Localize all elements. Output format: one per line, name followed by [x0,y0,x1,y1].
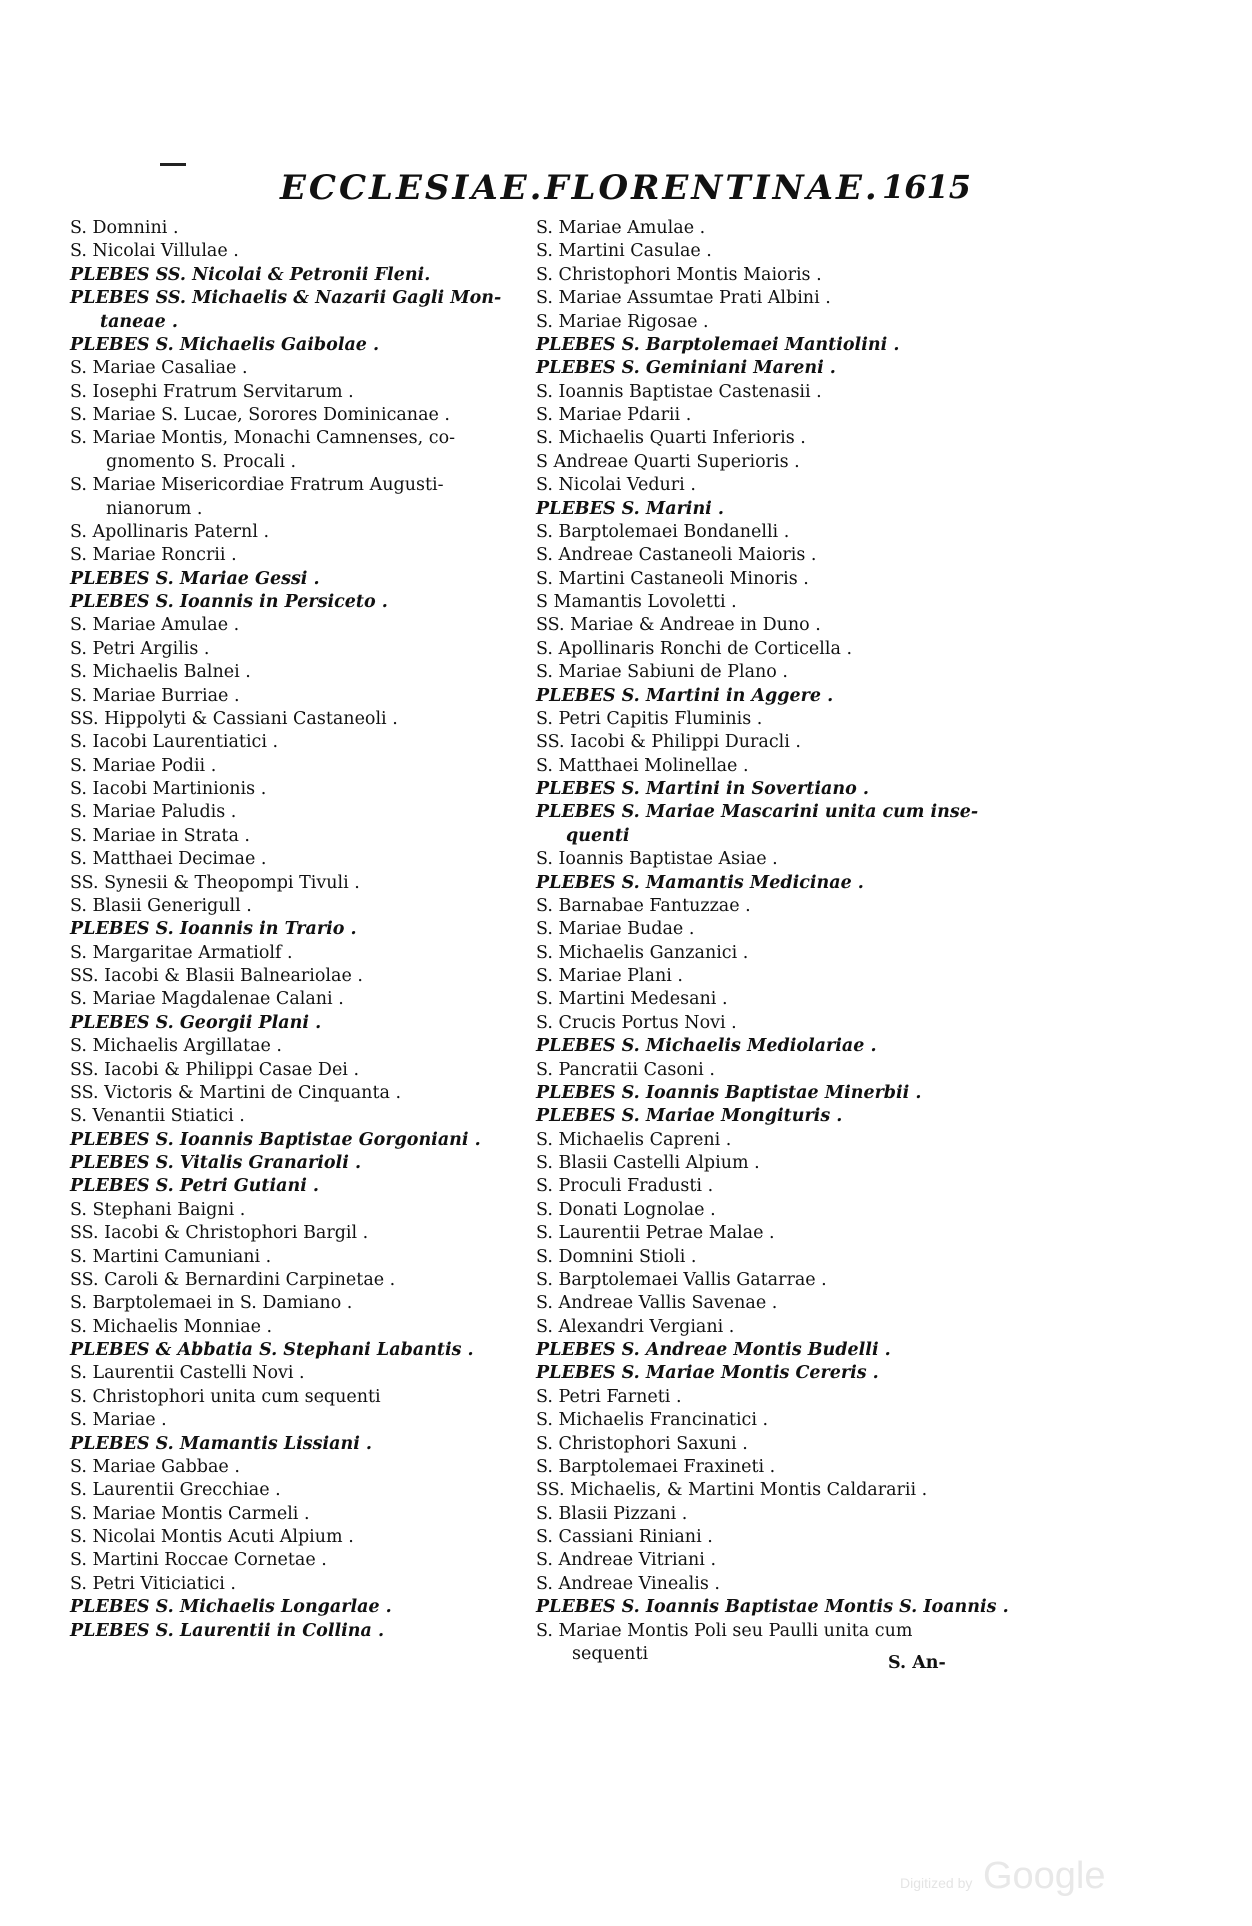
entry-line: S. Mariae Roncrii . [70,545,237,566]
entry-line: PLEBES S. Mariae Gessi . [70,568,320,589]
entry-line: PLEBES S. Martini in Sovertiano . [536,779,869,799]
entry-line: S. Mariae Amulae . [70,615,240,636]
entry-line: S. Mariae Burriae . [70,685,240,706]
entry-line: S. Iacobi Laurentiatici . [70,732,279,753]
entry-line: S. Barptolemaei in S. Damiano . [70,1293,353,1314]
watermark-prefix: Digitized by [900,1875,973,1891]
entry-line: PLEBES S. Michaelis Longarlae . [70,1597,392,1618]
entry-line: PLEBES S. Martini in Aggere . [536,685,834,706]
entry-line: PLEBES SS. Michaelis & Nazarii Gagli Mon- [70,288,502,309]
entry-line: S. Michaelis Monniae . [70,1316,273,1337]
entry-line: PLEBES S. Ioannis Baptistae Gorgoniani . [70,1129,481,1150]
entry-line: PLEBES S. Mamantis Lissiani . [70,1433,373,1454]
entry-line: PLEBES S. Ioannis Baptistae Minerbii . [536,1082,922,1103]
entry-line: S. Proculi Fradusti . [536,1176,714,1197]
entry-line: S. Michaelis Francinatici . [536,1410,769,1431]
entry-line: PLEBES S. Barptolemaei Mantiolini . [536,334,900,355]
entry-line: S. Michaelis Capreni . [536,1129,732,1150]
entry-line: S. Petri Capitis Fluminis . [536,708,763,729]
entry-line: SS. Synesii & Theopompi Tivuli . [70,872,360,893]
entry-line: S. Mariae Montis Poli seu Paulli unita cum [536,1620,913,1641]
entry-line: S. Martini Casulae . [536,241,712,262]
entry-line: S. Mariae Amulae . [536,218,706,238]
entry-line: S. Ioannis Baptistae Asiae . [536,849,778,870]
entry-line: S. Barnabae Fantuzzae . [536,895,751,916]
entry-line: S. Mariae Sabiuni de Plano . [536,662,788,683]
entry-line: S. Cassiani Riniani . [536,1527,713,1547]
entry-line: SS. Iacobi & Philippi Duracli . [536,732,801,753]
entry-line: S. Nicolai Veduri . [536,475,696,496]
entry-line: S. Crucis Portus Novi . [536,1012,737,1033]
entry-line: S. Mariae Montis Carmeli . [70,1503,310,1524]
entry-line: S. Michaelis Ganzanici . [536,942,749,963]
entry-line: S. Iacobi Martinionis . [70,779,267,799]
entry-line: S. Barptolemaei Fraxineti . [536,1456,776,1477]
entry-line: S. Domnini . [70,218,179,238]
entry-line: S. Mariae Pdarii . [536,405,692,425]
entry-line: PLEBES S. Mariae Mongituris . [536,1106,843,1127]
entry-line: S. Ioannis Baptistae Castenasii . [536,381,822,402]
entry-line: S. Michaelis Argillatae . [70,1036,282,1057]
entry-line: S. Mariae . [70,1410,167,1431]
entry-line: S. Nicolai Montis Acuti Alpium . [70,1527,354,1547]
entry-line: S. Martini Camuniani . [70,1246,272,1267]
entry-line: S. Mariae Gabbae . [70,1456,240,1477]
entry-line: PLEBES S. Ioannis Baptistae Montis S. Ioannis . [536,1597,1009,1618]
page-number: 1615 [882,168,972,206]
entry-line: S. Matthaei Decimae . [70,849,267,870]
entry-line: S. Michaelis Quarti Inferioris . [536,428,806,449]
entry-line: PLEBES S. Ioannis in Persiceto . [70,592,388,612]
entry-line: S. Barptolemaei Bondanelli . [536,521,790,542]
entry-line: S. Domnini Stioli . [536,1246,697,1267]
entry-line: S. Andreae Vinealis . [536,1573,720,1594]
entry-line: PLEBES S. Michaelis Gaibolae . [70,334,380,355]
entry-line: S. Michaelis Balnei . [70,662,251,683]
page-header-title: ECCLESIAE.FLORENTINAE. [280,168,880,208]
right-column [536,217,1009,1666]
entry-line: S. Christophori Saxuni . [536,1433,748,1454]
entry-line: quenti [566,825,630,846]
entry-line: S. Nicolai Villulae . [70,241,239,262]
entry-line: S. Pancratii Casoni . [536,1059,715,1080]
entry-line: S. Mariae Paludis . [70,802,237,823]
entry-line: S. Mariae Magdalenae Calani . [70,989,344,1010]
entry-line: S. Mariae Budae . [536,919,695,940]
entry-line: SS. Iacobi & Christophori Bargil . [70,1223,369,1244]
entry-line: SS. Caroli & Bernardini Carpinetae . [70,1269,396,1290]
entry-line: S. Andreae Castaneoli Maioris . [536,545,817,566]
entry-line: PLEBES S. Ioannis in Trario . [70,919,357,940]
entry-line: SS. Iacobi & Philippi Casae Dei . [70,1059,360,1080]
entry-line: sequenti [572,1643,649,1664]
entry-line: S. Petri Farneti . [536,1386,682,1407]
entry-line: S. Christophori unita cum sequenti [70,1386,381,1407]
entry-line: S. Laurentii Castelli Novi . [70,1363,305,1384]
entry-line: S. Blasii Generigull . [70,895,252,916]
google-logo: Google [982,1855,1106,1897]
entry-line: S. Laurentii Grecchiae . [70,1480,281,1501]
entry-line: S Andreae Quarti Superioris . [536,451,800,472]
entry-line: PLEBES S. Michaelis Mediolariae . [536,1036,877,1057]
entry-line: S. Blasii Castelli Alpium . [536,1153,760,1173]
entry-line: S. Mariae Podii . [70,755,217,776]
entry-line: SS. Iacobi & Blasii Balneariolae . [70,966,363,986]
entry-line: S. Venantii Stiatici . [70,1106,245,1127]
entry-line: PLEBES S. Petri Gutiani . [70,1176,320,1197]
entry-line: PLEBES S. Geminiani Mareni . [536,358,836,379]
entry-line: S. Mariae in Strata . [70,825,250,846]
entry-line: S. Blasii Pizzani . [536,1503,688,1524]
entry-line: S. Mariae Montis, Monachi Camnenses, co- [70,428,456,449]
entry-line: S. Apollinaris Paternl . [70,521,270,542]
entry-line: S. Laurentii Petrae Malae . [536,1223,775,1244]
entry-line: S. Mariae S. Lucae, Sorores Dominicanae . [70,405,450,425]
entry-line: PLEBES & Abbatia S. Stephani Labantis . [70,1340,474,1360]
entry-line: S. Alexandri Vergiani . [536,1316,735,1337]
entry-line: taneae . [100,311,178,332]
entry-line: S. Mariae Rigosae . [536,311,709,332]
entry-line: S. Mariae Casaliae . [70,358,248,379]
entry-line: SS. Michaelis, & Martini Montis Caldararii . [536,1480,928,1501]
entry-line: nianorum . [106,498,203,519]
entry-line: PLEBES S. Georgii Plani . [70,1012,322,1033]
header-rule [160,163,186,166]
left-column [70,217,530,1643]
entry-line: S. Mariae Misericordiae Fratrum Augusti- [70,475,444,496]
entry-line: S. Margaritae Armatiolf . [70,942,293,963]
entry-line: PLEBES S. Mariae Montis Cereris . [536,1363,879,1384]
entry-line: S. Stephani Baigni . [70,1199,246,1220]
entry-line: S Mamantis Lovoletti . [536,592,737,612]
entry-line: S. Iosephi Fratrum Servitarum . [70,381,354,402]
entry-line: S. Barptolemaei Vallis Gatarrae . [536,1269,827,1290]
entry-line: S. Martini Medesani . [536,989,728,1010]
entry-line: S. Petri Viticiatici . [70,1573,236,1594]
entry-line: S. Matthaei Molinellae . [536,755,749,776]
entry-line: S. Andreae Vitriani . [536,1550,717,1571]
entry-line: PLEBES S. Laurentii in Collina . [70,1620,385,1641]
entry-line: PLEBES S. Vitalis Granarioli . [70,1153,362,1173]
entry-line: S. Andreae Vallis Savenae . [536,1293,778,1314]
entry-line: SS. Hippolyti & Cassiani Castaneoli . [70,708,398,729]
entry-line: S. Martini Roccae Cornetae . [70,1550,327,1571]
entry-line: SS. Mariae & Andreae in Duno . [536,615,821,636]
entry-line: S. Christophori Montis Maioris . [536,264,822,285]
entry-line: SS. Victoris & Martini de Cinquanta . [70,1082,402,1103]
entry-line: PLEBES S. Mariae Mascarini unita cum inse- [536,802,979,823]
digitized-watermark [900,1855,1105,1898]
entry-line: PLEBES S. Marini . [536,498,724,519]
entry-line: gnomento S. Procali . [106,451,297,472]
entry-line: S. Donati Lognolae . [536,1199,716,1220]
entry-line: S. Martini Castaneoli Minoris . [536,568,809,589]
entry-line: PLEBES S. Andreae Montis Budelli . [536,1340,891,1360]
entry-line: S. Mariae Plani . [536,966,683,986]
entry-line: PLEBES SS. Nicolai & Petronii Fleni. [70,264,431,285]
entry-line: S. Apollinaris Ronchi de Corticella . [536,638,853,659]
catchword: S. An- [888,1653,946,1673]
entry-line: PLEBES S. Mamantis Medicinae . [536,872,864,893]
entry-line: S. Petri Argilis . [70,638,210,659]
entry-line: S. Mariae Assumtae Prati Albini . [536,288,831,309]
